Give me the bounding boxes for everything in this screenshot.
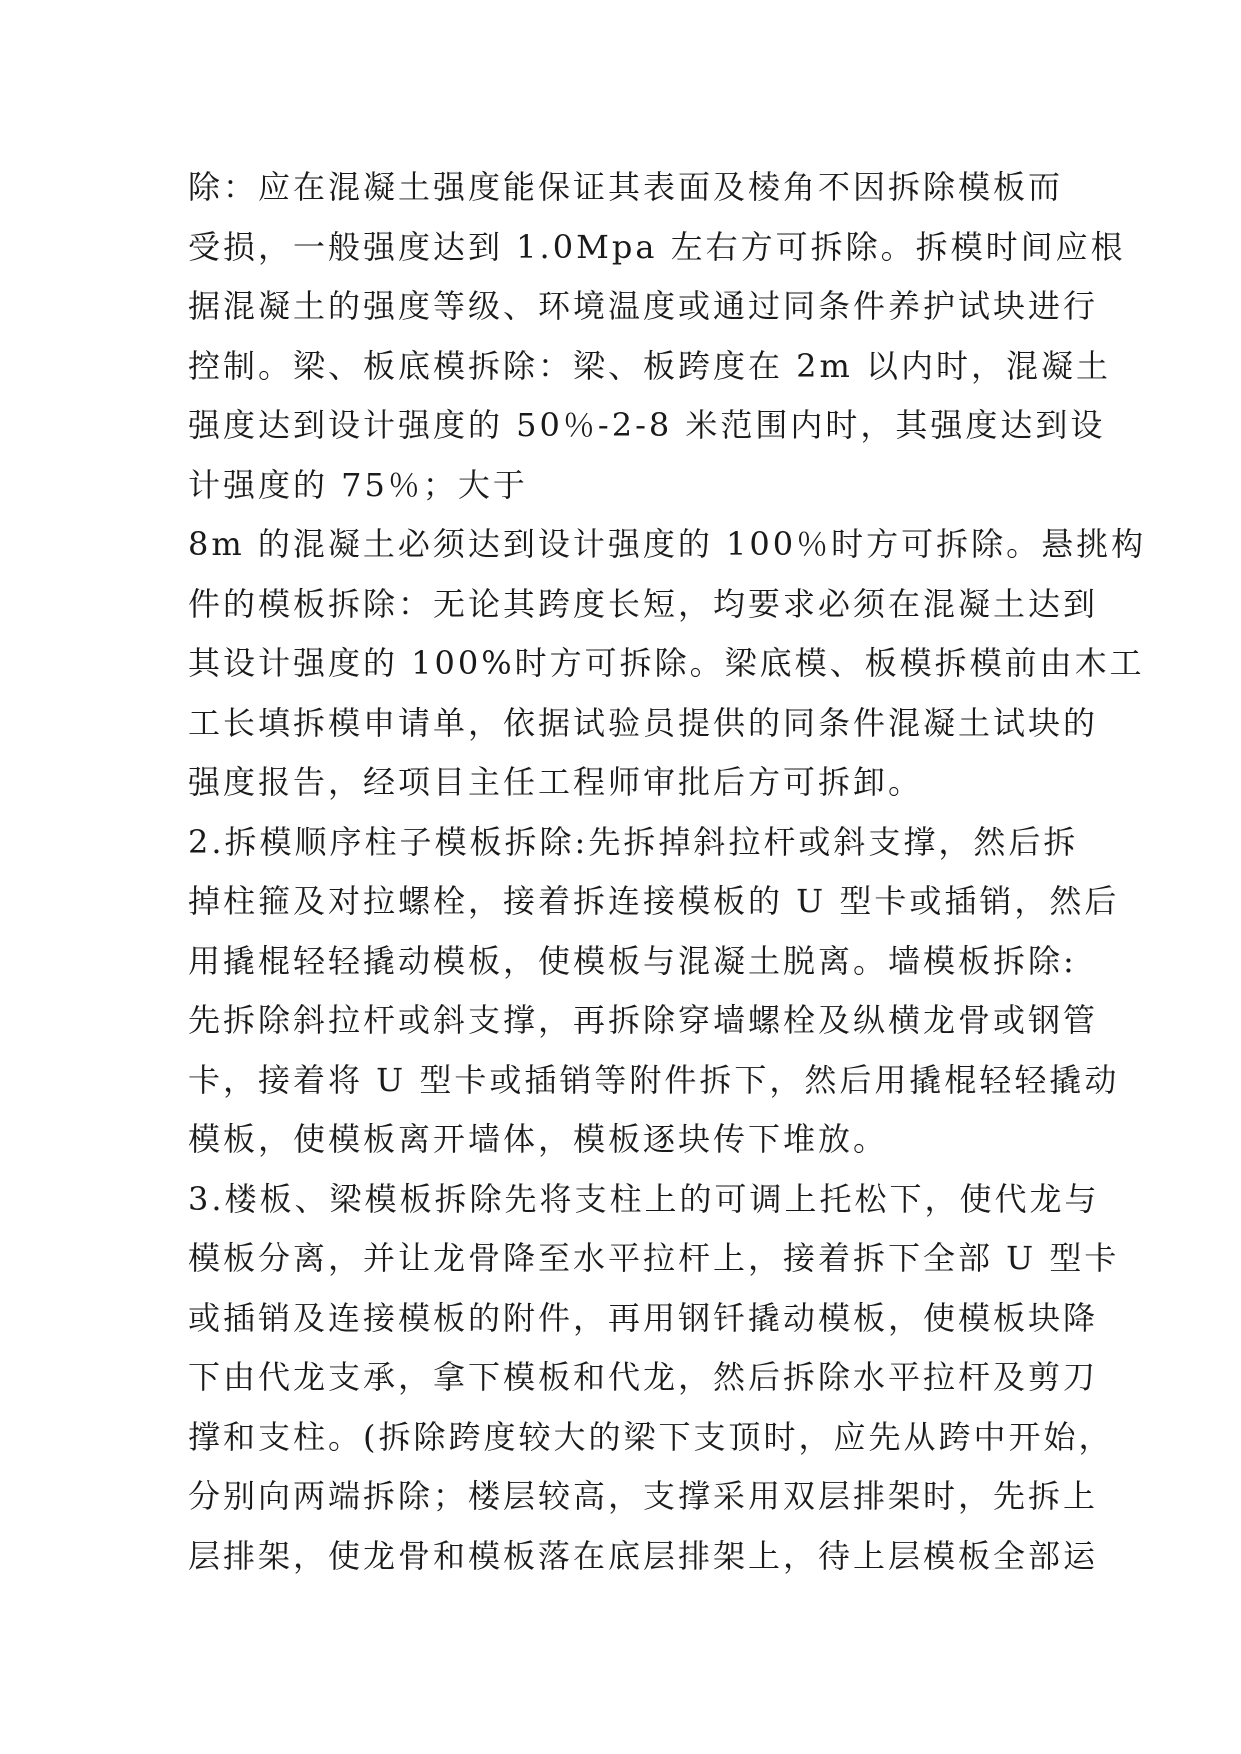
body-text	[188, 158, 1147, 1586]
text-line: 模板，使模板离开墙体，模板逐块传下堆放。	[188, 1120, 889, 1158]
text-line: 3.楼板、梁模板拆除先将支柱上的可调上托松下，使代龙与	[188, 1179, 1100, 1218]
text-line: 分别向两端拆除；楼层较高，支撑采用双层排架时，先拆上	[188, 1477, 1099, 1515]
text-line: 受损，一般强度达到 1.0Mpa 左右方可拆除。拆模时间应根	[188, 227, 1126, 266]
text-line: 卡，接着将 U 型卡或插销等附件拆下，然后用撬棍轻轻撬动	[188, 1060, 1120, 1099]
text-line: 8m 的混凝土必须达到设计强度的 100％时方可拆除。悬挑构	[188, 525, 1147, 563]
text-line: 先拆除斜拉杆或斜支撑，再拆除穿墙螺栓及纵横龙骨或钢管	[188, 1001, 1099, 1039]
text-line: 用撬棍轻轻撬动模板，使模板与混凝土脱离。墙模板拆除:	[188, 941, 1077, 980]
text-line: 件的模板拆除：无论其跨度长短，均要求必须在混凝土达到	[188, 584, 1099, 623]
text-line: 强度达到设计强度的 50％-2-8 米范围内时，其强度达到设	[188, 406, 1106, 444]
text-line: 计强度的 75％；大于	[188, 465, 528, 504]
text-line: 模板分离，并让龙骨降至水平拉杆上，接着拆下全部 U 型卡	[188, 1239, 1120, 1277]
text-line: 除：应在混凝土强度能保证其表面及棱角不因拆除模板而	[188, 168, 1064, 206]
text-line: 层排架，使龙骨和模板落在底层排架上，待上层模板全部运	[188, 1536, 1099, 1575]
text-line: 其设计强度的 100%时方可拆除。梁底模、板模拆模前由木工	[188, 644, 1145, 682]
text-line: 2.拆模顺序柱子模板拆除:先拆掉斜拉杆或斜支撑，然后拆	[188, 822, 1079, 861]
text-line: 控制。梁、板底模拆除：梁、板跨度在 2m 以内时，混凝土	[188, 346, 1112, 385]
text-line: 下由代龙支承，拿下模板和代龙，然后拆除水平拉杆及剪刀	[188, 1358, 1099, 1396]
text-line: 工长填拆模申请单，依据试验员提供的同条件混凝土试块的	[188, 703, 1099, 742]
text-line: 或插销及连接模板的附件，再用钢钎撬动模板，使模板块降	[188, 1298, 1099, 1337]
text-line: 掉柱箍及对拉螺栓，接着拆连接模板的 U 型卡或插销，然后	[188, 882, 1120, 920]
text-line: 强度报告，经项目主任工程师审批后方可拆卸。	[188, 763, 924, 801]
text-line: 撑和支柱。(拆除跨度较大的梁下支顶时，应先从跨中开始，	[188, 1417, 1114, 1456]
text-line: 据混凝土的强度等级、环境温度或通过同条件养护试块进行	[188, 287, 1099, 325]
